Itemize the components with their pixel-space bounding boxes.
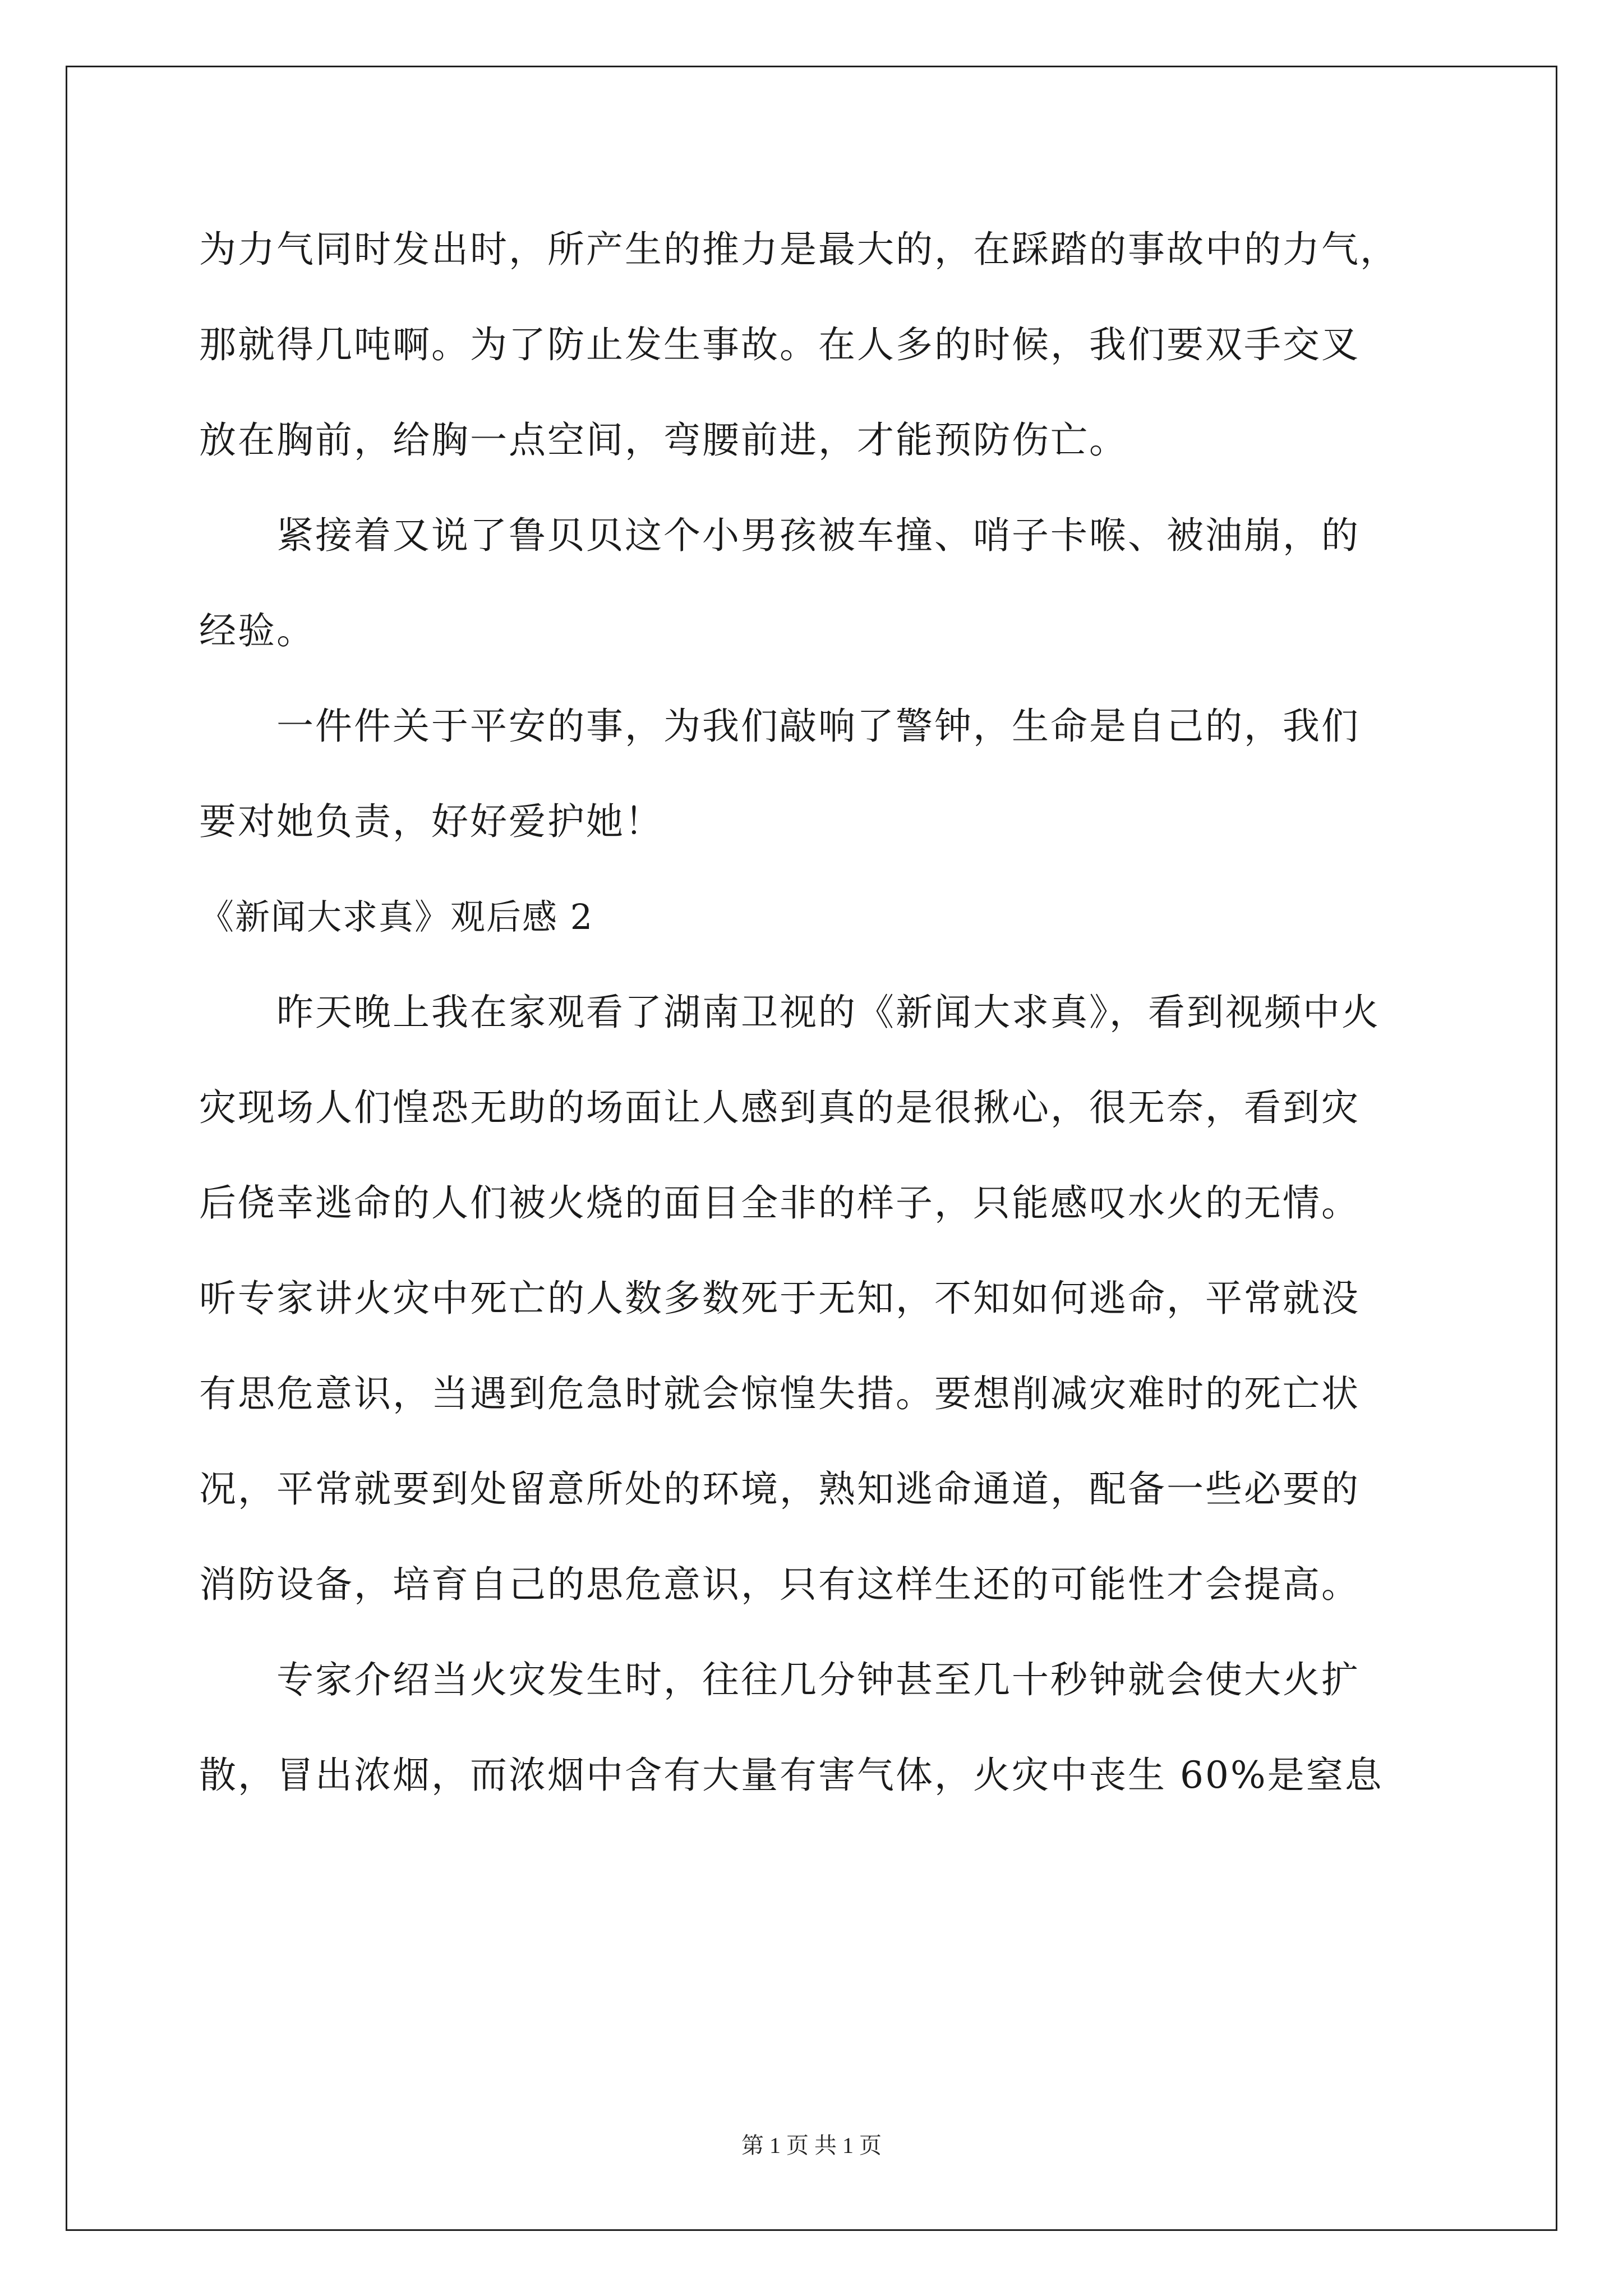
page-footer: 第 1 页 共 1 页 (741, 2133, 882, 2158)
text-line: 要对她负责，好好爱护她！ (199, 800, 663, 843)
text-line: 消防设备，培育自己的思危意识，只有这样生还的可能性才会提高。 (199, 1563, 1360, 1606)
section-heading: 《新闻大求真》观后感 2 (199, 896, 594, 937)
text-line: 昨天晚上我在家观看了湖南卫视的《新闻大求真》，看到视频中火 (276, 991, 1380, 1034)
document-body (199, 202, 1438, 1823)
text-line: 紧接着又说了鲁贝贝这个小男孩被车撞、哨子卡喉、被油崩，的 (276, 514, 1360, 557)
text-line: 听专家讲火灾中死亡的人数多数死于无知，不知如何逃命，平常就没 (199, 1277, 1360, 1320)
text-line: 散，冒出浓烟，而浓烟中含有大量有害气体，火灾中丧生 60%是窒息 (199, 1754, 1384, 1797)
text-line: 后侥幸逃命的人们被火烧的面目全非的样子，只能感叹水火的无情。 (199, 1181, 1360, 1225)
text-line: 有思危意识，当遇到危急时就会惊惶失措。要想削减灾难时的死亡状 (199, 1372, 1360, 1415)
text-line: 那就得几吨啊。为了防止发生事故。在人多的时候，我们要双手交叉 (199, 323, 1360, 366)
text-line: 为力气同时发出时，所产生的推力是最大的，在踩踏的事故中的力气， (199, 228, 1399, 271)
text-line: 专家介绍当火灾发生时，往往几分钟甚至几十秒钟就会使大火扩 (276, 1658, 1360, 1701)
text-line: 经验。 (199, 609, 315, 652)
text-line: 放在胸前，给胸一点空间，弯腰前进，才能预防伤亡。 (199, 418, 1128, 462)
text-line: 灾现场人们惶恐无助的场面让人感到真的是很揪心，很无奈，看到灾 (199, 1086, 1360, 1129)
text-line: 一件件关于平安的事，为我们敲响了警钟，生命是自己的，我们 (276, 705, 1360, 748)
text-line: 况，平常就要到处留意所处的环境，熟知逃命通道，配备一些必要的 (199, 1467, 1360, 1511)
